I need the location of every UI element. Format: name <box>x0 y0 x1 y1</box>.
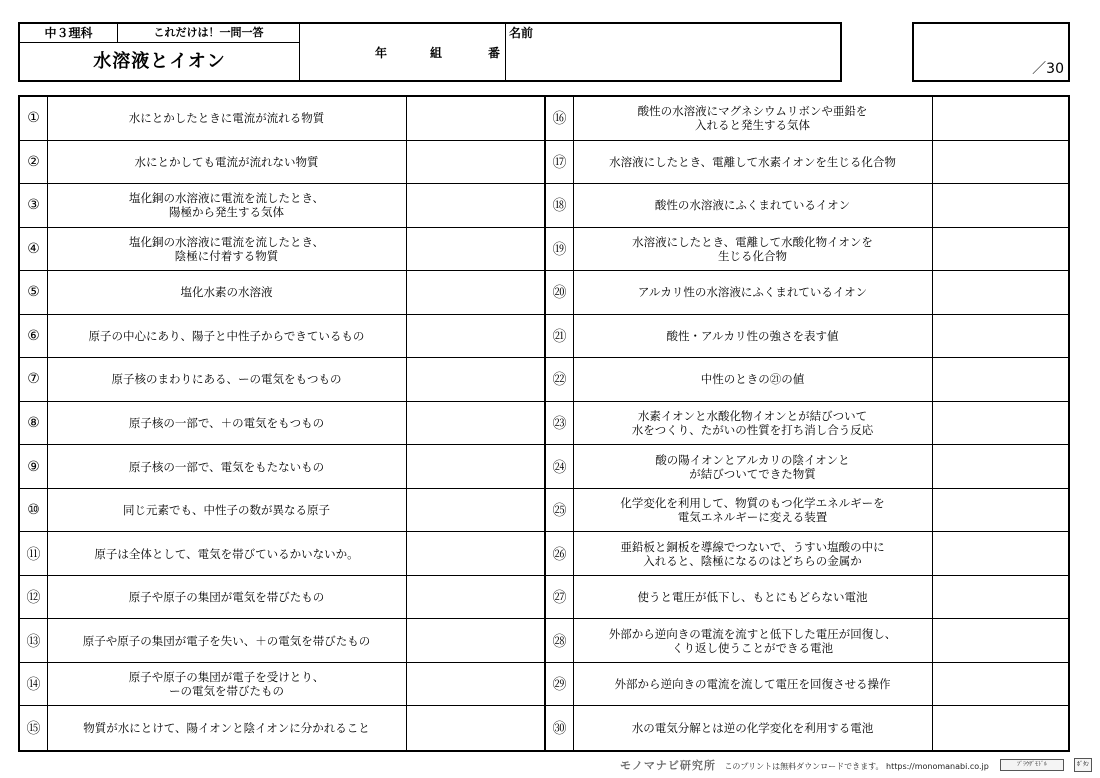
class-field[interactable] <box>300 24 506 80</box>
question-text: 亜鉛板と銅板を導線でつないで、うすい塩酸の中に 入れると、陰極になるのはどちらの金属か <box>573 532 933 575</box>
question-number: ⑪ <box>20 532 48 575</box>
answer-cell[interactable] <box>407 532 544 575</box>
question-text: 物質が水にとけて、陽イオンと陰イオンに分かれること <box>47 706 407 750</box>
question-row <box>20 358 544 402</box>
question-text: 水素イオンと水酸化物イオンとが結びついて 水をつくり、たがいの性質を打ち消し合う反応 <box>573 402 933 445</box>
question-row <box>546 532 1070 576</box>
question-row <box>546 576 1070 620</box>
question-text: 同じ元素でも、中性子の数が異なる原子 <box>47 489 407 532</box>
question-text: アルカリ性の水溶液にふくまれているイオン <box>573 271 933 314</box>
series-label: これだけは！一問一答 <box>118 24 300 43</box>
question-text: 水溶液にしたとき、電離して水酸化物イオンを 生じる化合物 <box>573 228 933 271</box>
question-number: ⑧ <box>20 402 48 445</box>
question-text: 水溶液にしたとき、電離して水素イオンを生じる化合物 <box>573 141 933 184</box>
question-number: ③ <box>20 184 48 227</box>
question-text: 原子核の一部で、電気をもたないもの <box>47 445 407 488</box>
question-number: ⑳ <box>546 271 574 314</box>
question-row <box>20 315 544 359</box>
question-number: ⑦ <box>20 358 48 401</box>
question-number: ㉖ <box>546 532 574 575</box>
question-text: 外部から逆向きの電流を流すと低下した電圧が回復し、 くり返し使うことができる電池 <box>573 619 933 662</box>
answer-cell[interactable] <box>933 402 1070 445</box>
question-number: ⑭ <box>20 663 48 706</box>
question-number: ㉓ <box>546 402 574 445</box>
question-row <box>546 97 1070 141</box>
question-number: ㉕ <box>546 489 574 532</box>
question-number: ㉗ <box>546 576 574 619</box>
question-text: 中性のときの㉑の値 <box>573 358 933 401</box>
page-title: 水溶液とイオン <box>20 43 300 80</box>
answer-cell[interactable] <box>407 271 544 314</box>
score-box[interactable] <box>912 22 1070 82</box>
question-text: 原子核のまわりにある、ーの電気をもつもの <box>47 358 407 401</box>
question-row <box>546 184 1070 228</box>
answer-cell[interactable] <box>933 358 1070 401</box>
question-number: ⑲ <box>546 228 574 271</box>
question-row <box>20 402 544 446</box>
question-text: 酸性の水溶液にふくまれているイオン <box>573 184 933 227</box>
answer-cell[interactable] <box>933 532 1070 575</box>
answer-cell[interactable] <box>933 706 1070 750</box>
question-row <box>20 141 544 185</box>
left-column <box>20 97 544 750</box>
name-label: 名前 <box>509 26 534 40</box>
question-text: 酸性・アルカリ性の強さを表す値 <box>573 315 933 358</box>
question-number: ⑰ <box>546 141 574 184</box>
question-number: ⑥ <box>20 315 48 358</box>
question-number: ㉔ <box>546 445 574 488</box>
question-row <box>20 489 544 533</box>
question-row <box>546 445 1070 489</box>
answer-cell[interactable] <box>407 184 544 227</box>
question-number: ⑮ <box>20 706 48 750</box>
question-row <box>546 489 1070 533</box>
answer-cell[interactable] <box>933 619 1070 662</box>
question-row <box>546 619 1070 663</box>
question-text: 原子や原子の集団が電子を失い、＋の電気を帯びたもの <box>47 619 407 662</box>
answer-cell[interactable] <box>933 97 1070 140</box>
question-row <box>546 706 1070 750</box>
question-number: ⑱ <box>546 184 574 227</box>
question-number: ㉙ <box>546 663 574 706</box>
answer-cell[interactable] <box>407 576 544 619</box>
answer-cell[interactable] <box>407 97 544 140</box>
question-number: ⑤ <box>20 271 48 314</box>
answer-cell[interactable] <box>933 315 1070 358</box>
name-field[interactable] <box>506 24 840 80</box>
answer-cell[interactable] <box>933 228 1070 271</box>
question-row <box>20 663 544 707</box>
answer-cell[interactable] <box>407 489 544 532</box>
question-number: ㉘ <box>546 619 574 662</box>
question-table <box>18 95 1070 752</box>
answer-cell[interactable] <box>933 445 1070 488</box>
question-row <box>20 271 544 315</box>
question-row <box>20 445 544 489</box>
question-number: ① <box>20 97 48 140</box>
question-row <box>20 532 544 576</box>
question-text: 水にとかしても電流が流れない物質 <box>47 141 407 184</box>
question-text: 化学変化を利用して、物質のもつ化学エネルギーを 電気エネルギーに変える装置 <box>573 489 933 532</box>
question-number: ㉚ <box>546 706 574 750</box>
question-row <box>546 141 1070 185</box>
question-number: ④ <box>20 228 48 271</box>
answer-cell[interactable] <box>933 184 1070 227</box>
brand-logo: モノマナビ研究所 <box>620 759 716 772</box>
grade-label: 中３理科 <box>20 24 118 43</box>
answer-cell[interactable] <box>933 663 1070 706</box>
question-text: 原子や原子の集団が電気を帯びたもの <box>47 576 407 619</box>
question-row <box>20 576 544 620</box>
footer-button[interactable]: ﾌﾞﾗｳｻﾞﾓﾄﾞﾙ <box>1000 759 1064 771</box>
right-column <box>546 97 1070 750</box>
question-row <box>20 619 544 663</box>
question-text: 原子核の一部で、＋の電気をもつもの <box>47 402 407 445</box>
class-label: 組 <box>430 46 443 60</box>
answer-cell[interactable] <box>933 271 1070 314</box>
question-text: 使うと電圧が低下し、もとにもどらない電池 <box>573 576 933 619</box>
year-label: 年 <box>375 46 388 60</box>
footer <box>620 757 1100 775</box>
question-row <box>546 402 1070 446</box>
question-text: 酸性の水溶液にマグネシウムリボンや亜鉛を 入れると発生する気体 <box>573 97 933 140</box>
question-text: 水にとかしたときに電流が流れる物質 <box>47 97 407 140</box>
answer-cell[interactable] <box>407 663 544 706</box>
question-row <box>546 358 1070 402</box>
question-text: 外部から逆向きの電流を流して電圧を回復させる操作 <box>573 663 933 706</box>
header-box <box>18 22 842 82</box>
answer-cell[interactable] <box>407 358 544 401</box>
answer-cell[interactable] <box>407 228 544 271</box>
answer-cell[interactable] <box>407 141 544 184</box>
question-number: ⑫ <box>20 576 48 619</box>
question-row <box>546 271 1070 315</box>
question-text: 塩化水素の水溶液 <box>47 271 407 314</box>
number-label: 番 <box>488 46 501 60</box>
question-number: ⑩ <box>20 489 48 532</box>
question-text: 水の電気分解とは逆の化学変化を利用する電池 <box>573 706 933 750</box>
question-text: 原子や原子の集団が電子を受けとり、 ーの電気を帯びたもの <box>47 663 407 706</box>
answer-cell[interactable] <box>933 141 1070 184</box>
question-row <box>546 663 1070 707</box>
answer-cell[interactable] <box>407 706 544 750</box>
question-number: ㉑ <box>546 315 574 358</box>
answer-cell[interactable] <box>407 445 544 488</box>
footer-small-button[interactable]: ﾎﾞﾀﾝ <box>1074 758 1092 772</box>
question-number: ⑬ <box>20 619 48 662</box>
question-text: 酸の陽イオンとアルカリの陰イオンと が結びついてできた物質 <box>573 445 933 488</box>
question-row <box>546 228 1070 272</box>
answer-cell[interactable] <box>407 315 544 358</box>
question-row <box>20 228 544 272</box>
question-number: ⑯ <box>546 97 574 140</box>
question-text: 塩化銅の水溶液に電流を流したとき、 陰極に付着する物質 <box>47 228 407 271</box>
footer-note: このプリントは無料ダウンロードできます。 https://monomanabi.co.jp <box>724 762 989 771</box>
score-total: ／30 <box>1032 61 1064 77</box>
answer-cell[interactable] <box>407 619 544 662</box>
question-number: ⑨ <box>20 445 48 488</box>
question-text: 原子は全体として、電気を帯びているかいないか。 <box>47 532 407 575</box>
answer-cell[interactable] <box>407 402 544 445</box>
answer-cell[interactable] <box>933 489 1070 532</box>
question-row <box>20 706 544 750</box>
question-row <box>546 315 1070 359</box>
question-text: 原子の中心にあり、陽子と中性子からできているもの <box>47 315 407 358</box>
question-number: ② <box>20 141 48 184</box>
question-text: 塩化銅の水溶液に電流を流したとき、 陽極から発生する気体 <box>47 184 407 227</box>
question-number: ㉒ <box>546 358 574 401</box>
question-row <box>20 184 544 228</box>
answer-cell[interactable] <box>933 576 1070 619</box>
question-row <box>20 97 544 141</box>
